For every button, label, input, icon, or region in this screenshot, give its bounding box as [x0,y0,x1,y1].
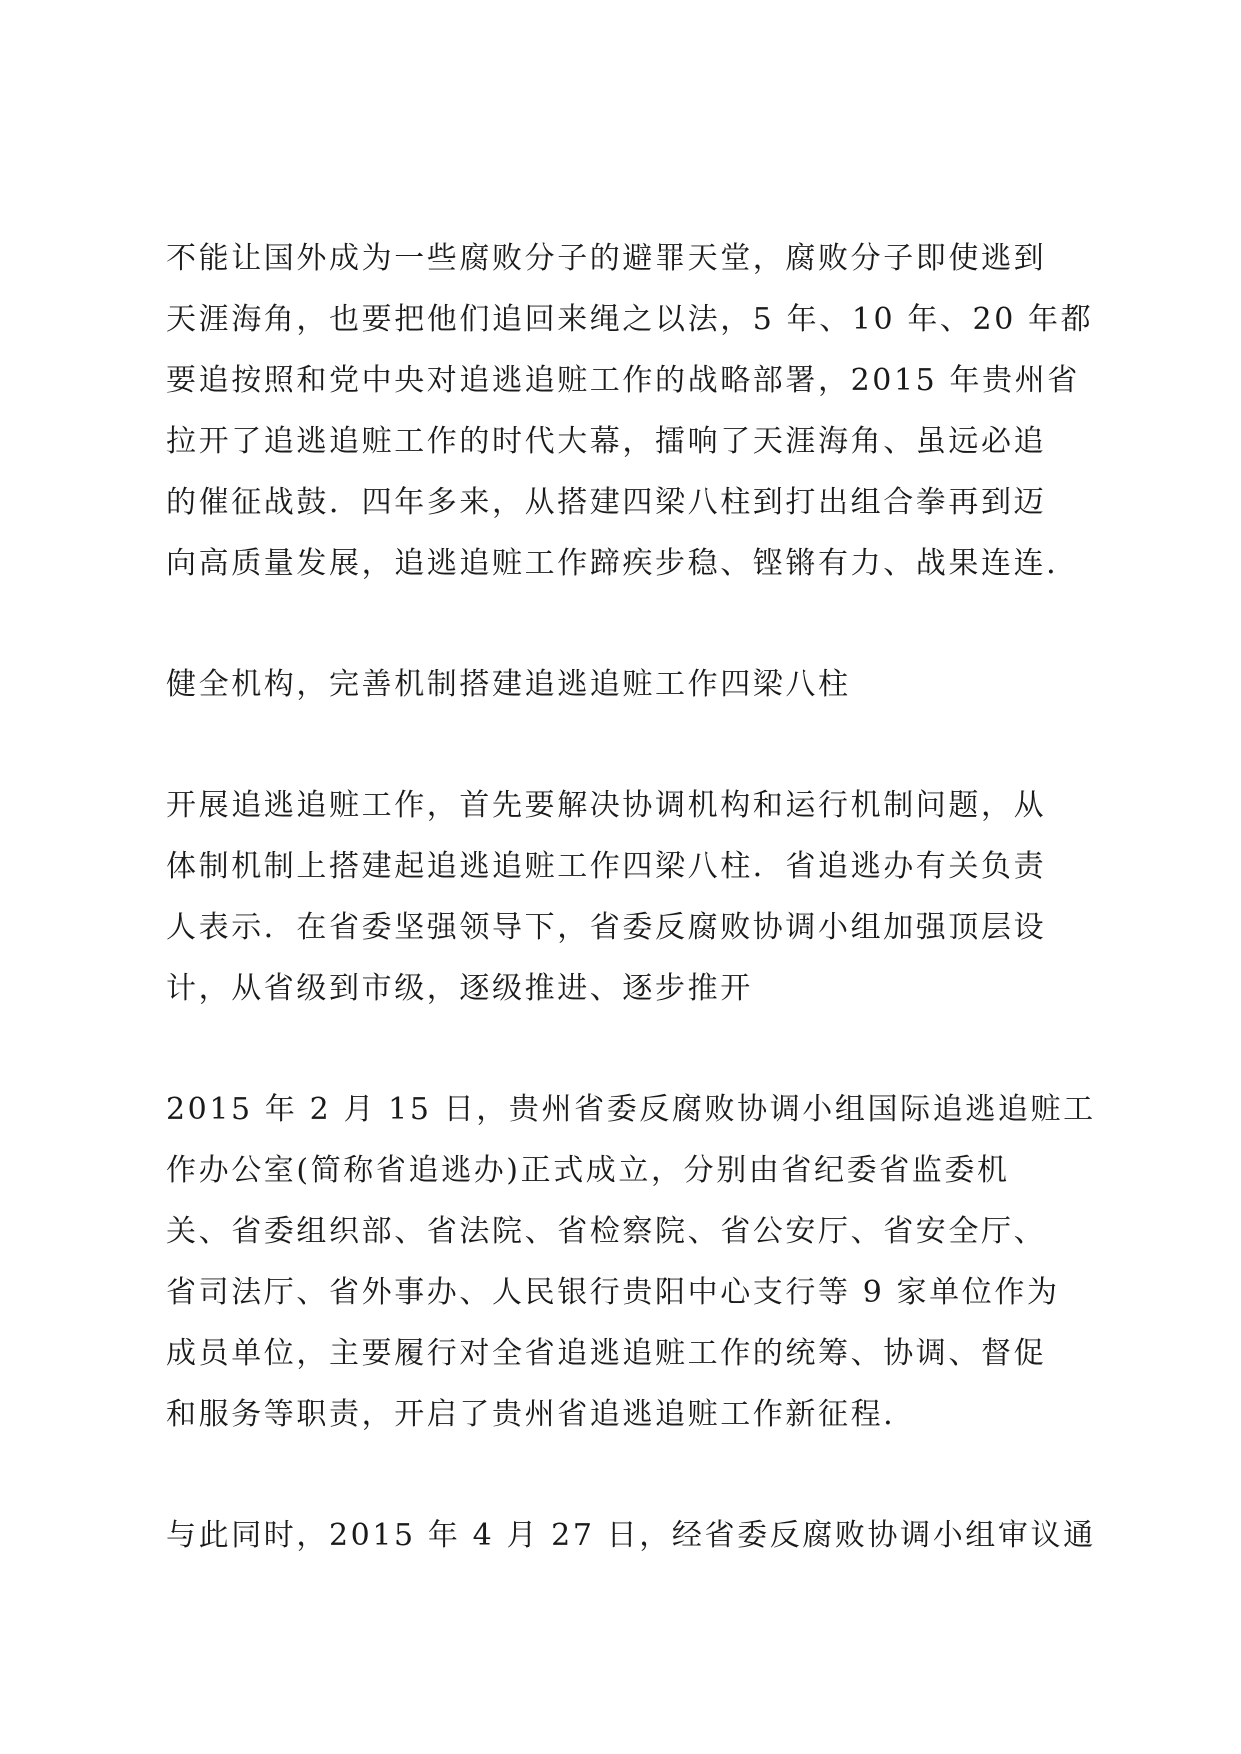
text-line: 要追按照和党中央对追逃追赃工作的战略部署，2015 年贵州省 [166,363,1080,398]
paragraph-gap [166,1019,1086,1079]
paragraph-gap [166,594,1086,654]
paragraph-gap [166,1445,1086,1505]
paragraph-office-founding [166,1079,1096,1445]
text-line: 向高质量发展，追逃追赃工作蹄疾步稳、铿锵有力、战果连连． [166,546,1079,581]
text-line: 人表示．在省委坚强领导下，省委反腐败协调小组加强顶层设 [166,910,1047,945]
text-line: 省司法厅、省外事办、人民银行贵阳中心支行等 9 家单位作为 [166,1275,1060,1310]
text-line: 天涯海角，也要把他们追回来绳之以法，5 年、10 年、20 年都 [166,302,1094,337]
paragraph-intro [166,228,1094,594]
paragraph-meanwhile [166,1505,1096,1566]
text-line: 体制机制上搭建起追逃追赃工作四梁八柱．省追逃办有关负责 [166,849,1047,884]
text-line: 不能让国外成为一些腐败分子的避罪天堂，腐败分子即使逃到 [166,241,1047,276]
text-line: 计，从省级到市级，逐级推进、逐步推开 [166,971,753,1006]
text-line: 成员单位，主要履行对全省追逃追赃工作的统筹、协调、督促 [166,1336,1047,1371]
heading-line: 健全机构，完善机制搭建追逃追赃工作四梁八柱 [166,667,851,702]
section-heading [166,654,1086,715]
text-line: 和服务等职责，开启了贵州省追逃追赃工作新征程． [166,1397,916,1432]
text-line: 的催征战鼓．四年多来，从搭建四梁八柱到打出组合拳再到迈 [166,485,1047,520]
text-line: 作办公室(简称省追逃办)正式成立，分别由省纪委省监委机 [166,1153,1010,1188]
paragraph-mechanism [166,775,1086,1019]
text-line: 与此同时，2015 年 4 月 27 日，经省委反腐败协调小组审议通 [166,1518,1096,1553]
text-line: 拉开了追逃追赃工作的时代大幕，擂响了天涯海角、虽远必追 [166,424,1047,459]
document-body [166,228,1096,1566]
text-line: 2015 年 2 月 15 日，贵州省委反腐败协调小组国际追逃追赃工 [166,1092,1096,1127]
text-line: 关、省委组织部、省法院、省检察院、省公安厅、省安全厅、 [166,1214,1047,1249]
text-line: 开展追逃追赃工作，首先要解决协调机构和运行机制问题，从 [166,788,1047,823]
paragraph-gap [166,715,1086,775]
